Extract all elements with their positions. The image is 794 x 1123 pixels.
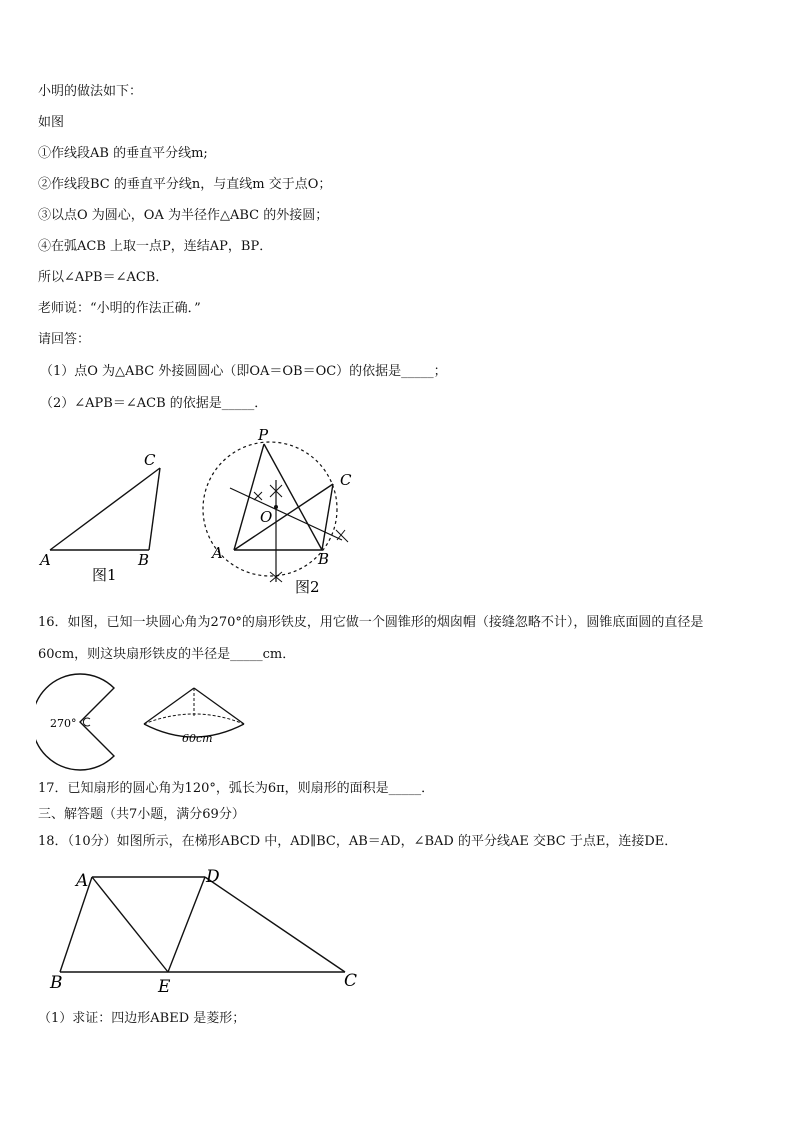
question-2: （2）∠APB＝∠ACB 的依据是_____． bbox=[40, 396, 268, 411]
text-line-intro: 小明的做法如下： bbox=[38, 84, 143, 99]
section-3-heading: 三、解答题（共7小题，满分69分） bbox=[38, 807, 245, 822]
fig2-label-O: O bbox=[260, 508, 273, 526]
fig18-label-C: C bbox=[344, 971, 358, 991]
question-16-line-1: 16．如图，已知一块圆心角为270°的扇形铁皮，用它做一个圆锥形的烟囱帽（接缝忽略不计），圆锥底面圆的直径是 bbox=[38, 615, 704, 630]
fig1-label-A: A bbox=[40, 551, 51, 569]
fig2-caption: 图2 bbox=[295, 578, 320, 596]
question-16-line-2: 60cm，则这块扇形铁皮的半径是_____cm． bbox=[38, 647, 296, 662]
fig18-label-E: E bbox=[158, 977, 171, 997]
please-answer: 请回答： bbox=[38, 332, 91, 347]
question-17: 17．已知扇形的圆心角为120°，弧长为6π，则扇形的面积是_____． bbox=[38, 781, 435, 796]
text-line-figure: 如图 bbox=[38, 115, 65, 130]
fig2-label-P: P bbox=[258, 426, 269, 444]
fig18-label-A: A bbox=[76, 871, 89, 891]
fig2-label-A: A bbox=[212, 544, 223, 562]
step-4: ④在弧ACB 上取一点P，连结AP，BP． bbox=[38, 239, 273, 254]
fig2-label-C: C bbox=[340, 471, 352, 489]
fig1-label-B: B bbox=[138, 551, 150, 569]
question-18: 18．（10分）如图所示，在梯形ABCD 中，AD∥BC，AB＝AD，∠BAD 的平分线AE 交BC 于点E，连接DE． bbox=[38, 834, 678, 849]
fig1-label-C: C bbox=[144, 451, 156, 469]
teacher-comment: 老师说：“小明的作法正确．” bbox=[38, 301, 201, 316]
question-18-part-1: （1）求证：四边形ABED 是菱形； bbox=[38, 1011, 246, 1026]
figure-2-circumcircle bbox=[200, 422, 370, 602]
fig18-label-B: B bbox=[50, 973, 63, 993]
fig1-caption: 图1 bbox=[92, 566, 117, 584]
fig2-label-B: B bbox=[318, 550, 330, 568]
figure-16-sector-and-cone bbox=[36, 672, 256, 772]
fig16-diameter-label: 60cm bbox=[182, 732, 213, 745]
conclusion: 所以∠APB＝∠ACB． bbox=[38, 270, 169, 285]
step-2: ②作线段BC 的垂直平分线n，与直线m 交于点O； bbox=[38, 177, 332, 192]
fig16-angle-label: 270° bbox=[50, 717, 77, 730]
fig18-label-D: D bbox=[206, 867, 220, 887]
figure-1-triangle bbox=[36, 448, 176, 588]
step-3: ③以点O 为圆心，OA 为半径作△ABC 的外接圆； bbox=[38, 208, 329, 223]
question-1: （1）点O 为△ABC 外接圆圆心（即OA＝OB＝OC）的依据是_____； bbox=[40, 364, 447, 379]
figure-18-trapezoid bbox=[40, 860, 380, 1000]
step-1: ①作线段AB 的垂直平分线m; bbox=[38, 146, 208, 161]
